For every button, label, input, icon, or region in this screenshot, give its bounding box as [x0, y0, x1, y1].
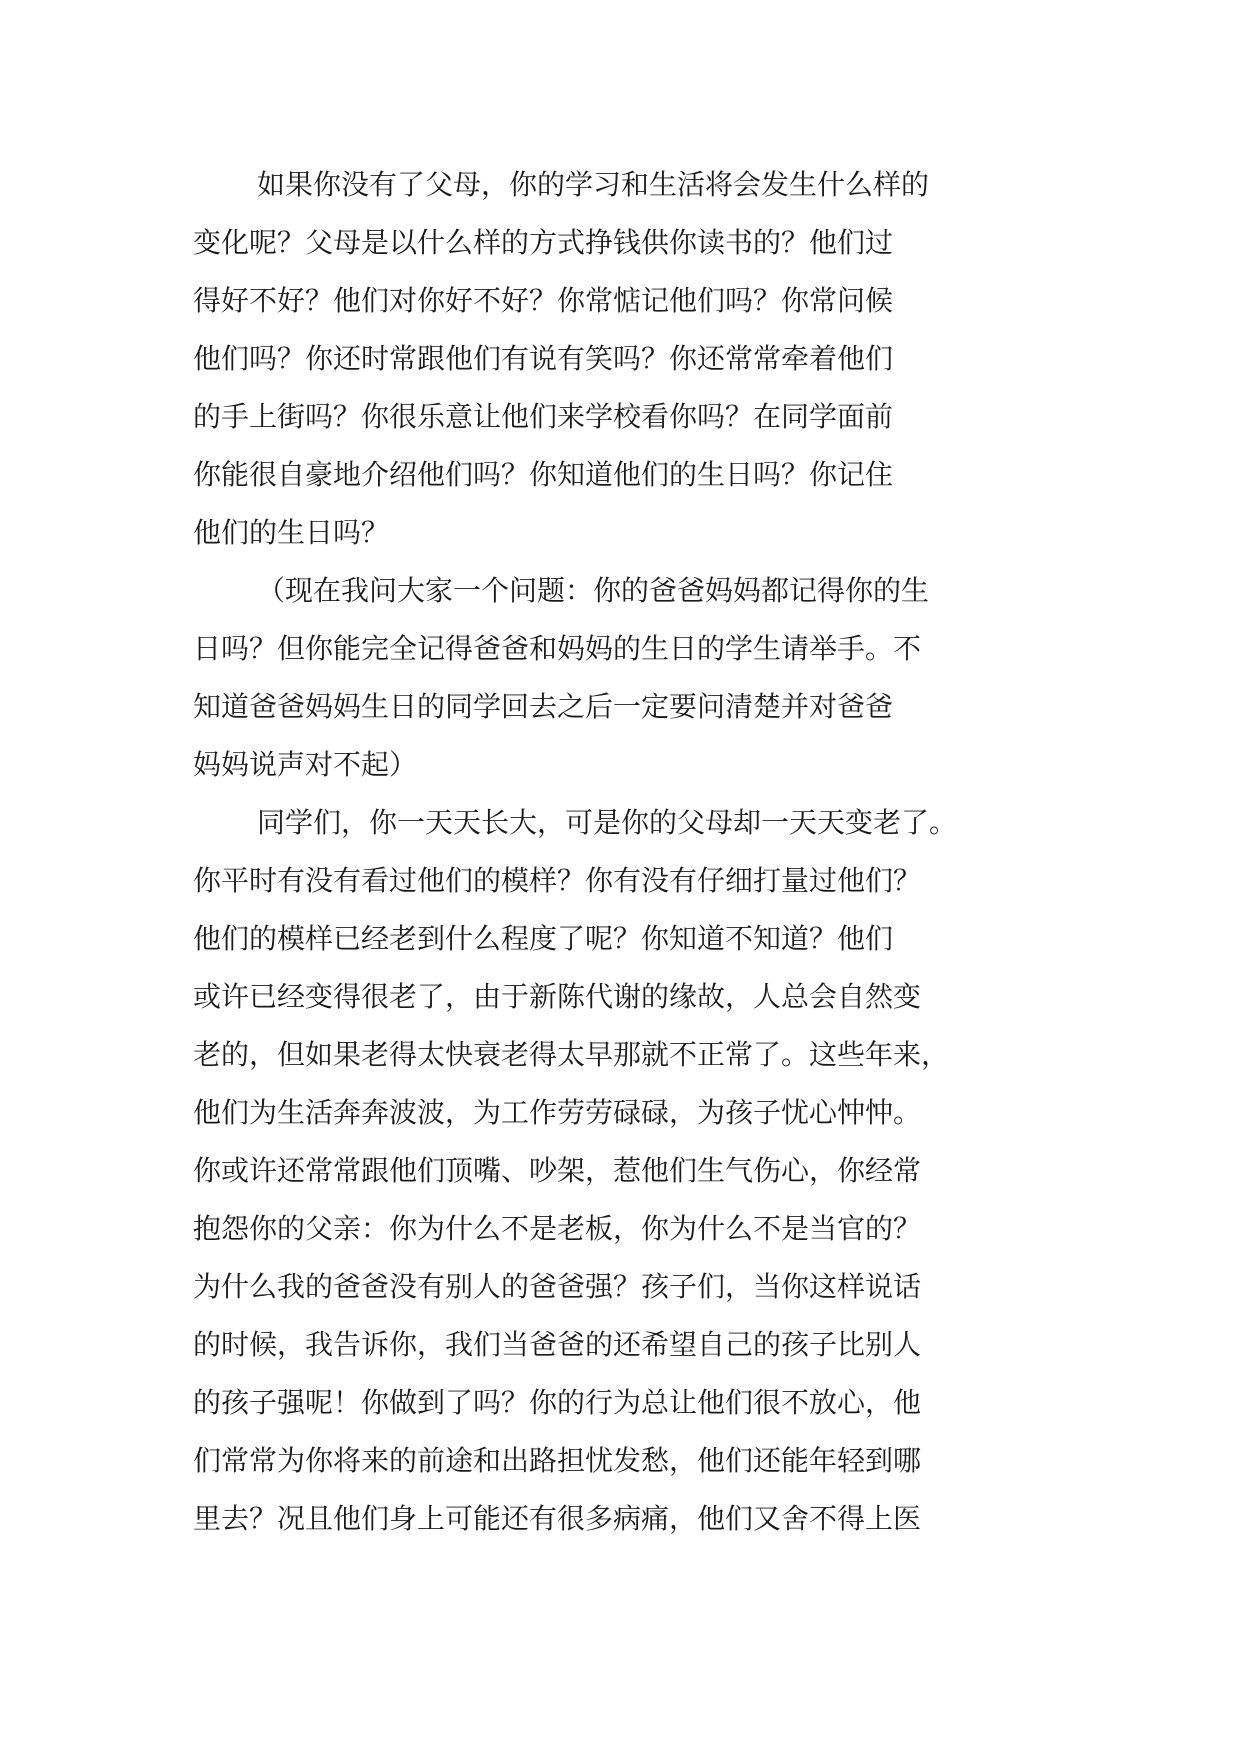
paragraph-3-line-7: 你或许还常常跟他们顶嘴、吵架，惹他们生气伤心，你经常 [193, 1154, 922, 1187]
paragraph-3-line-13: 里去？况且他们身上可能还有很多病痛，他们又舍不得上医 [193, 1502, 922, 1535]
paragraph-3-line-11: 的孩子强呢！你做到了吗？你的行为总让他们很不放心，他 [193, 1386, 922, 1419]
paragraph-2-line-2: 日吗？但你能完全记得爸爸和妈妈的生日的学生请举手。不 [193, 632, 922, 665]
paragraph-2-line-1: （现在我问大家一个问题：你的爸爸妈妈都记得你的生 [257, 574, 930, 607]
paragraph-3-line-1: 同学们，你一天天长大，可是你的父母却一天天变老了。 [257, 806, 958, 839]
paragraph-1-line-3: 得好不好？他们对你好不好？你常惦记他们吗？你常问候 [193, 284, 894, 317]
paragraph-3-line-4: 或许已经变得很老了，由于新陈代谢的缘故，人总会自然变 [193, 980, 922, 1013]
paragraph-1-line-1: 如果你没有了父母，你的学习和生活将会发生什么样的 [257, 168, 930, 201]
paragraph-1-line-5: 的手上街吗？你很乐意让他们来学校看你吗？在同学面前 [193, 400, 894, 433]
paragraph-1-line-2: 变化呢？父母是以什么样的方式挣钱供你读书的？他们过 [193, 226, 894, 259]
paragraph-1-line-7: 他们的生日吗？ [193, 516, 390, 549]
paragraph-3-line-9: 为什么我的爸爸没有别人的爸爸强？孩子们，当你这样说话 [193, 1270, 922, 1303]
paragraph-3-line-10: 的时候，我告诉你，我们当爸爸的还希望自己的孩子比别人 [193, 1328, 922, 1361]
paragraph-1-line-4: 他们吗？你还时常跟他们有说有笑吗？你还常常牵着他们 [193, 342, 894, 375]
paragraph-3-line-12: 们常常为你将来的前途和出路担忧发愁，他们还能年轻到哪 [193, 1444, 922, 1477]
paragraph-1-line-6: 你能很自豪地介绍他们吗？你知道他们的生日吗？你记住 [193, 458, 894, 491]
paragraph-3-line-2: 你平时有没有看过他们的模样？你有没有仔细打量过他们？ [193, 864, 922, 897]
paragraph-2-line-4: 妈妈说声对不起） [193, 748, 418, 781]
paragraph-3-line-3: 他们的模样已经老到什么程度了呢？你知道不知道？他们 [193, 922, 894, 955]
paragraph-2-line-3: 知道爸爸妈妈生日的同学回去之后一定要问清楚并对爸爸 [193, 690, 894, 723]
paragraph-3-line-8: 抱怨你的父亲：你为什么不是老板，你为什么不是当官的？ [193, 1212, 922, 1245]
paragraph-3-line-5: 老的，但如果老得太快衰老得太早那就不正常了。这些年来， [193, 1038, 950, 1071]
paragraph-3-line-6: 他们为生活奔奔波波，为工作劳劳碌碌，为孩子忧心忡忡。 [193, 1096, 922, 1129]
